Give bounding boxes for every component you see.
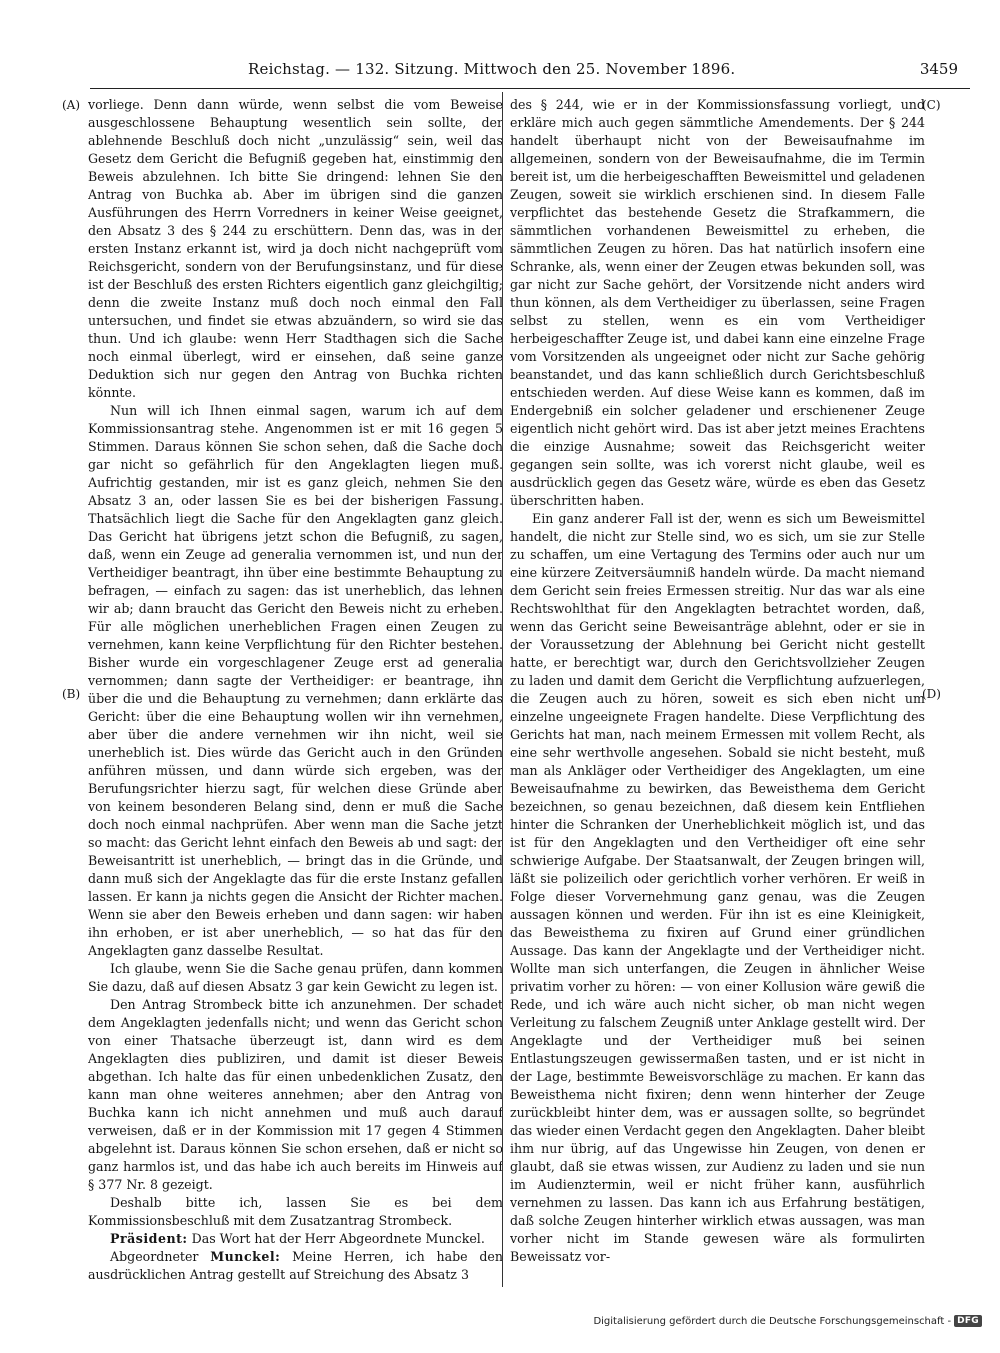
- paragraph: des § 244, wie er in der Kommissionsfassung vorliegt, und erkläre mich auch gegen sämmtliche Amendements. Der § 244 handelt überhaupt nicht von der Beweisaufnahme im allgemeinen, sondern von der Beweisaufnahme, die im Termin bereit ist, um die herbeigeschafften Beweismittel und geladenen Zeugen, soweit sie wirklich erschienen sind. In diesem Falle verpflichtet das bestehende Gesetz die Strafkammern, die sämmtlichen vorhandenen Beweismittel zu erheben, die sämmtlichen Zeugen zu hören. Das hat natürlich insofern eine Schranke, als, wenn einer der Zeugen etwas bekunden soll, was gar nicht zur Sache gehört, der Vorsitzende nicht anders wird thun können, als dem Vertheidiger zu überlassen, seine Fragen selbst zu stellen, wenn es ein vom Vertheidiger herbeigeschaffter Zeuge ist, und dabei kann eine einzelne Frage vom Vorsitzenden als ungeeignet oder nicht zur Sache gehörig beanstandet, und das kann schließlich durch Gerichtsbeschluß entschieden werden. Auf diese Weise kann es kommen, daß im Endergebniß ein solcher geladener und erschienener Zeuge eigentlich nicht gehört wird. Das ist aber jetzt meines Erachtens die einzige Ausnahme; soweit das Reichsgericht weiter gegangen sein sollte, was ich vorerst nicht glaube, weil es ausdrücklich gegen das Gesetz wäre, würde es eben das Gesetz überschritten haben.: [510, 97, 925, 508]
- header-title: Reichstag. — 132. Sitzung. Mittwoch den 25. November 1896.: [248, 60, 736, 78]
- speaker-label: Munckel:: [210, 1249, 281, 1264]
- footer-credit: [593, 1312, 982, 1330]
- president-statement: [88, 1230, 503, 1248]
- header-rule: [90, 88, 970, 89]
- running-header: [90, 60, 970, 84]
- speaker-statement: [88, 1248, 503, 1284]
- right-column: [510, 96, 925, 1286]
- page-number: 3459: [919, 60, 958, 78]
- paragraph: Den Antrag Strombeck bitte ich anzunehmen. Der schadet dem Angeklagten jedenfalls nicht; und wenn das Gericht schon von einer Thatsache überzeugt ist, dann wird es dem Angeklagten dies publiziren, und damit ist dieser Beweis abgethan. Ich halte das für einen unbedenklichen Zusatz, den kann man ohne weiteres annehmen; aber den Antrag von Buchka kann ich nicht annehmen und muß auch darauf verweisen, daß er in der Kommission mit 17 gegen 4 Stimmen abgelehnt ist. Daraus können Sie schon ersehen, daß er nicht so ganz harmlos ist, und das habe ich auch bereits im Hinweis auf § 377 Nr. 8 gezeigt.: [88, 997, 503, 1192]
- dfg-logo: DFG: [954, 1315, 982, 1327]
- statement-text: Meine Herren, ich habe den ausdrücklichen Antrag gestellt auf Streichung des Absatz 3: [88, 1249, 503, 1282]
- margin-marker-a: (A): [62, 98, 81, 112]
- margin-marker-c: (C): [922, 98, 941, 112]
- speaker-lead: Abgeordneter: [110, 1249, 199, 1264]
- statement-text: Das Wort hat der Herr Abgeordnete Munckel.: [191, 1231, 485, 1246]
- paragraph: vorliege. Denn dann würde, wenn selbst die vom Beweise ausgeschlossene Behauptung wesentlich sein sollte, der ablehnende Beschluß doch nicht „unzulässig“ sein, weil das Gesetz dem Gericht die Befugniß gegeben hat, einstimmig den Beweis abzulehnen. Ich bitte Sie dringend: lehnen Sie den Antrag von Buchka ab. Aber im übrigen sind die ganzen Ausführungen des Herrn Vorredners in keiner Weise geeignet, den Absatz 3 des § 244 zu erschüttern. Denn das, was in der ersten Instanz erkannt ist, wird ja doch nicht nachgeprüft vom Reichsgericht, sondern von der Berufungsinstanz, und für diese ist der Beschluß des ersten Richters eigentlich ganz gleichgiltig; denn die zweite Instanz muß doch noch einmal den Fall untersuchen, und findet sie etwas abzuändern, so wird sie das thun. Und ich glaube: wenn Herr Stadthagen sich die Sache noch einmal überlegt, wird er einsehen, daß seine ganze Deduktion sich nur gegen den Antrag von Buchka richten könnte.: [88, 97, 503, 400]
- margin-marker-b: (B): [62, 687, 81, 701]
- column-divider: [502, 92, 503, 1287]
- paragraph: Deshalb bitte ich, lassen Sie es bei dem Kommissionsbeschluß mit dem Zusatzantrag Strombeck.: [88, 1195, 503, 1228]
- paragraph: Ich glaube, wenn Sie die Sache genau prüfen, dann kommen Sie dazu, daß auf diesen Absatz 3 gar kein Gewicht zu legen ist.: [88, 961, 503, 994]
- footer-text: Digitalisierung gefördert durch die Deutsche Forschungsgemeinschaft -: [593, 1315, 952, 1327]
- left-column: [88, 96, 503, 1286]
- margin-marker-d: (D): [922, 687, 941, 701]
- speaker-label: Präsident:: [110, 1231, 188, 1246]
- paragraph: Nun will ich Ihnen einmal sagen, warum ich auf dem Kommissionsantrag stehe. Angenommen ist er mit 16 gegen 5 Stimmen. Daraus können Sie schon sehen, daß die Sache doch gar nicht so gefährlich für den Angeklagten liegen muß. Aufrichtig gestanden, mir ist es ganz gleich, nehmen Sie den Absatz 3 an, oder lassen Sie es bei der bisherigen Fassung. Thatsächlich liegt die Sache für den Angeklagten ganz gleich. Das Gericht hat übrigens jetzt schon die Befugniß, zu sagen, daß, wenn ein Zeuge ad generalia vernommen ist, und nun der Vertheidiger beantragt, ihn über eine bestimmte Behauptung zu befragen, — einfach zu sagen: das ist unerheblich, das lehnen wir ab; dann braucht das Gericht den Beweis nicht zu erheben. Für alle möglichen unerheblichen Fragen einen Zeugen zu vernehmen, kann keine Verpflichtung für den Richter bestehen. Bisher wurde ein vorgeschlagener Zeuge erst ad generalia vernommen; dann sagte der Vertheidiger: er beantrage, ihn über die und die Behauptung zu vernehmen; dann erklärte das Gericht: über die eine Behauptung wollen wir ihn vernehmen, aber über die andere vernehmen wir ihn nicht, weil sie unerheblich ist. Dies würde das Gericht auch in den Gründen anführen müssen, und dann würde sich ergeben, was der Berufungsrichter hierzu sagt, für welchen diese Gründe aber von keinem besonderen Belang sind, denn er muß die Sache doch noch einmal nachprüfen. Aber wenn man die Sache jetzt so macht: das Gericht lehnt einfach den Beweis ab und sagt: der Beweisantritt ist unerheblich, — bringt das in die Gründe, und dann muß sich der Angeklagte das für die erste Instanz gefallen lassen. Er kann ja nichts gegen die Ansicht der Richter machen. Wenn sie aber den Beweis erheben und dann sagen: wir haben ihn erhoben, er ist aber unerheblich, — so hat das für den Angeklagten ganz dasselbe Resultat.: [88, 403, 503, 958]
- paragraph: Ein ganz anderer Fall ist der, wenn es sich um Beweismittel handelt, die nicht zur Stelle sind, wo es sich, um sie zur Stelle zu schaffen, um eine Vertagung des Termins oder auch nur um eine kürzere Zeitversäumniß handeln würde. Da macht niemand dem Gericht sein freies Ermessen streitig. Nur das war als eine Rechtswohlthat für den Angeklagten betrachtet worden, daß, wenn das Gericht seine Beweisanträge ablehnt, oder er sie in der Voraussetzung der Ablehnung bei Gericht nicht gestellt hatte, er berechtigt war, durch den Gerichtsvollzieher Zeugen zu laden und damit dem Gericht die Verpflichtung aufzuerlegen, die Zeugen auch zu hören, soweit es sich eben nicht um einzelne ungeeignete Fragen handelte. Diese Verpflichtung des Gerichts hat man, nach meinem Ermessen mit vollem Recht, als eine sehr werthvolle angesehen. Sobald sie nicht besteht, muß man als Ankläger oder Vertheidiger des Angeklagten, um eine Beweisaufnahme zu bewirken, das Beweisthema dem Gericht bezeichnen, so genau bezeichnen, daß diesem kein Entfliehen hinter die Schranken der Unerheblichkeit möglich ist, und das ist für den Angeklagten und den Vertheidiger oft eine sehr schwierige Aufgabe. Der Staatsanwalt, der Zeugen bringen will, läßt sie polizeilich oder gerichtlich vorher verhören. Er weiß in Folge dieser Vorvernehmung ganz genau, was die Zeugen aussagen können und werden. Für ihn ist es eine Kleinigkeit, das Beweisthema zu fixiren auf Grund einer gründlichen Aussage. Das kann der Angeklagte und der Vertheidiger nicht. Wollte man sich unterfangen, die Zeugen in ähnlicher Weise privatim vorher zu hören: — von einer Kollusion wäre gewiß die Rede, und ich wäre auch nicht sicher, ob man nicht wegen Verleitung zu falschem Zeugniß unter Anklage gestellt wird. Der Angeklagte und der Vertheidiger muß bei seinen Entlastungszeugen gewissermaßen tasten, und er ist nicht in der Lage, bestimmte Beweisvorschläge zu machen. Er kann das Beweisthema nicht fixiren; denn wenn hinterher der Zeuge zurückbleibt hinter dem, was er aussagen sollte, so begründet das wieder einen Verdacht gegen den Angeklagten. Daher bleibt ihm nur übrig, auf das Ungewisse hin Zeugen, von denen er glaubt, daß sie etwas wissen, zur Audienz zu laden und sie nun im Audienztermin, weil er nicht früher kann, ausführlich vernehmen zu lassen. Das kann ich aus Erfahrung bestätigen, daß solche Zeugen hinterher wirklich etwas aussagen, was man vorher nicht im Stande gewesen wäre als formulirten Beweissatz vor-: [510, 511, 925, 1264]
